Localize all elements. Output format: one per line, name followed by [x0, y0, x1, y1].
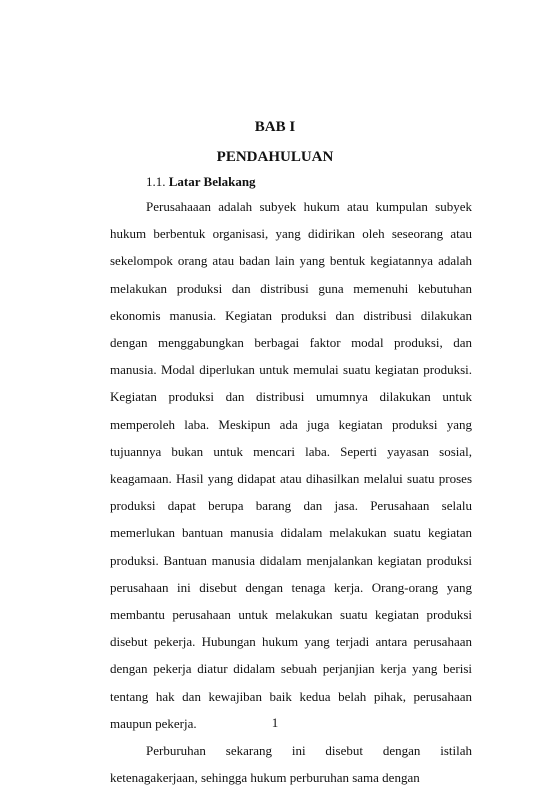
chapter-number: BAB I	[254, 119, 296, 135]
paragraph-2: Perburuhan sekarang ini disebut dengan istilah ketenagakerjaan, sehingga hukum perburuhan sama dengan	[110, 743, 472, 786]
section-number: 1.1.	[146, 174, 166, 189]
section-title: Latar Belakang	[168, 174, 256, 189]
page-number: 1	[271, 715, 279, 730]
section-heading	[146, 173, 256, 191]
chapter-title: PENDAHULUAN	[216, 149, 334, 165]
body-text	[110, 193, 472, 791]
paragraph-1: Perusahaaan adalah subyek hukum atau kumpulan subyek hukum berbentuk organisasi, yang didirikan oleh seseorang atau sekelompok orang atau badan lain yang bentuk kegiatannya adalah melakukan produksi dan distribusi guna memenuhi kebutuhan ekonomis manusia. Kegiatan produksi dan distribusi dilakukan dengan menggabungkan berbagai faktor modal produksi, dan manusia. Modal diperlukan untuk memulai suatu kegiatan produksi. Kegiatan produksi dan distribusi umumnya dilakukan untuk memperoleh laba. Meskipun ada juga kegiatan produksi yang tujuannya bukan untuk mencari laba. Seperti yayasan sosial, keagamaan. Hasil yang didapat atau dihasilkan melalui suatu proses produksi dapat berupa barang dan jasa. Perusahaan selalu memerlukan bantuan manusia didalam melakukan suatu kegiatan produksi. Bantuan manusia didalam menjalankan kegiatan produksi perusahaan ini disebut dengan tenaga kerja. Orang-orang yang membantu perusahaan untuk melakukan suatu kegiatan produksi disebut pekerja. Hubungan hukum yang terjadi antara perusahaan dengan pekerja diatur didalam sebuah perjanjian kerja yang berisi tentang hak dan kewajiban baik kedua belah pihak, perusahaan maupun pekerja.	[110, 199, 472, 731]
